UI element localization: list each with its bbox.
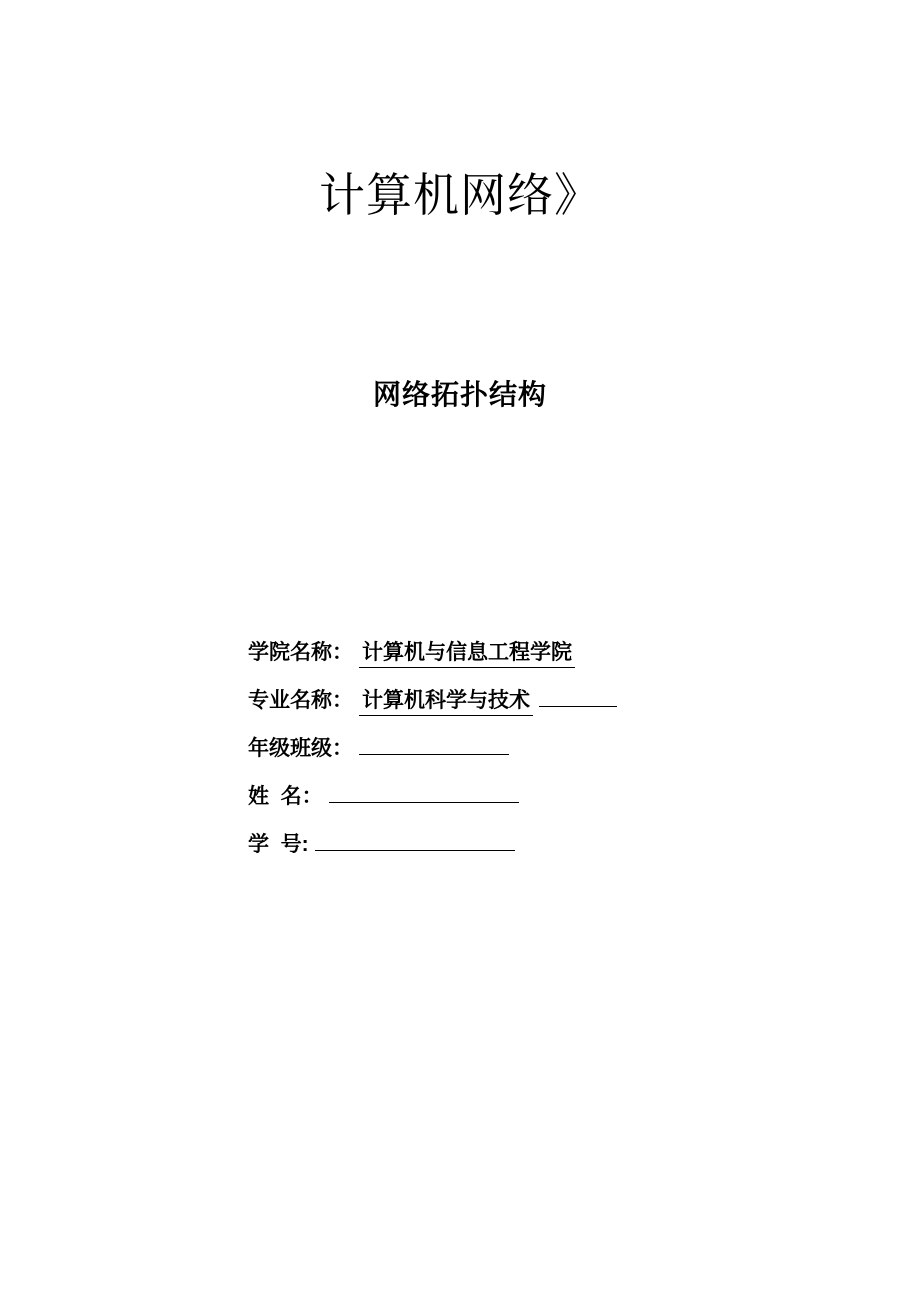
field-row-class xyxy=(248,732,808,780)
cover-fields xyxy=(248,636,808,876)
field-blank-name[interactable] xyxy=(329,780,519,803)
field-label-major: 专业名称： xyxy=(248,689,353,713)
field-row-student-id xyxy=(248,828,808,876)
page-title: 计算机网络》 xyxy=(319,170,601,221)
field-value-major[interactable]: 计算机科学与技术 xyxy=(359,684,533,716)
field-row-college xyxy=(248,636,808,684)
page-subtitle: 网络拓扑结构 xyxy=(372,379,547,410)
field-label-class: 年级班级： xyxy=(248,737,353,761)
field-blank-major[interactable] xyxy=(539,684,617,707)
field-value-college[interactable]: 计算机与信息工程学院 xyxy=(359,636,575,668)
field-blank-class[interactable] xyxy=(359,732,509,755)
field-label-student-id: 学 号: xyxy=(248,833,309,857)
field-label-college: 学院名称： xyxy=(248,641,353,664)
field-blank-student-id[interactable] xyxy=(315,828,515,851)
field-label-name: 姓 名： xyxy=(248,785,323,809)
field-row-major xyxy=(248,684,808,732)
field-row-name xyxy=(248,780,808,828)
